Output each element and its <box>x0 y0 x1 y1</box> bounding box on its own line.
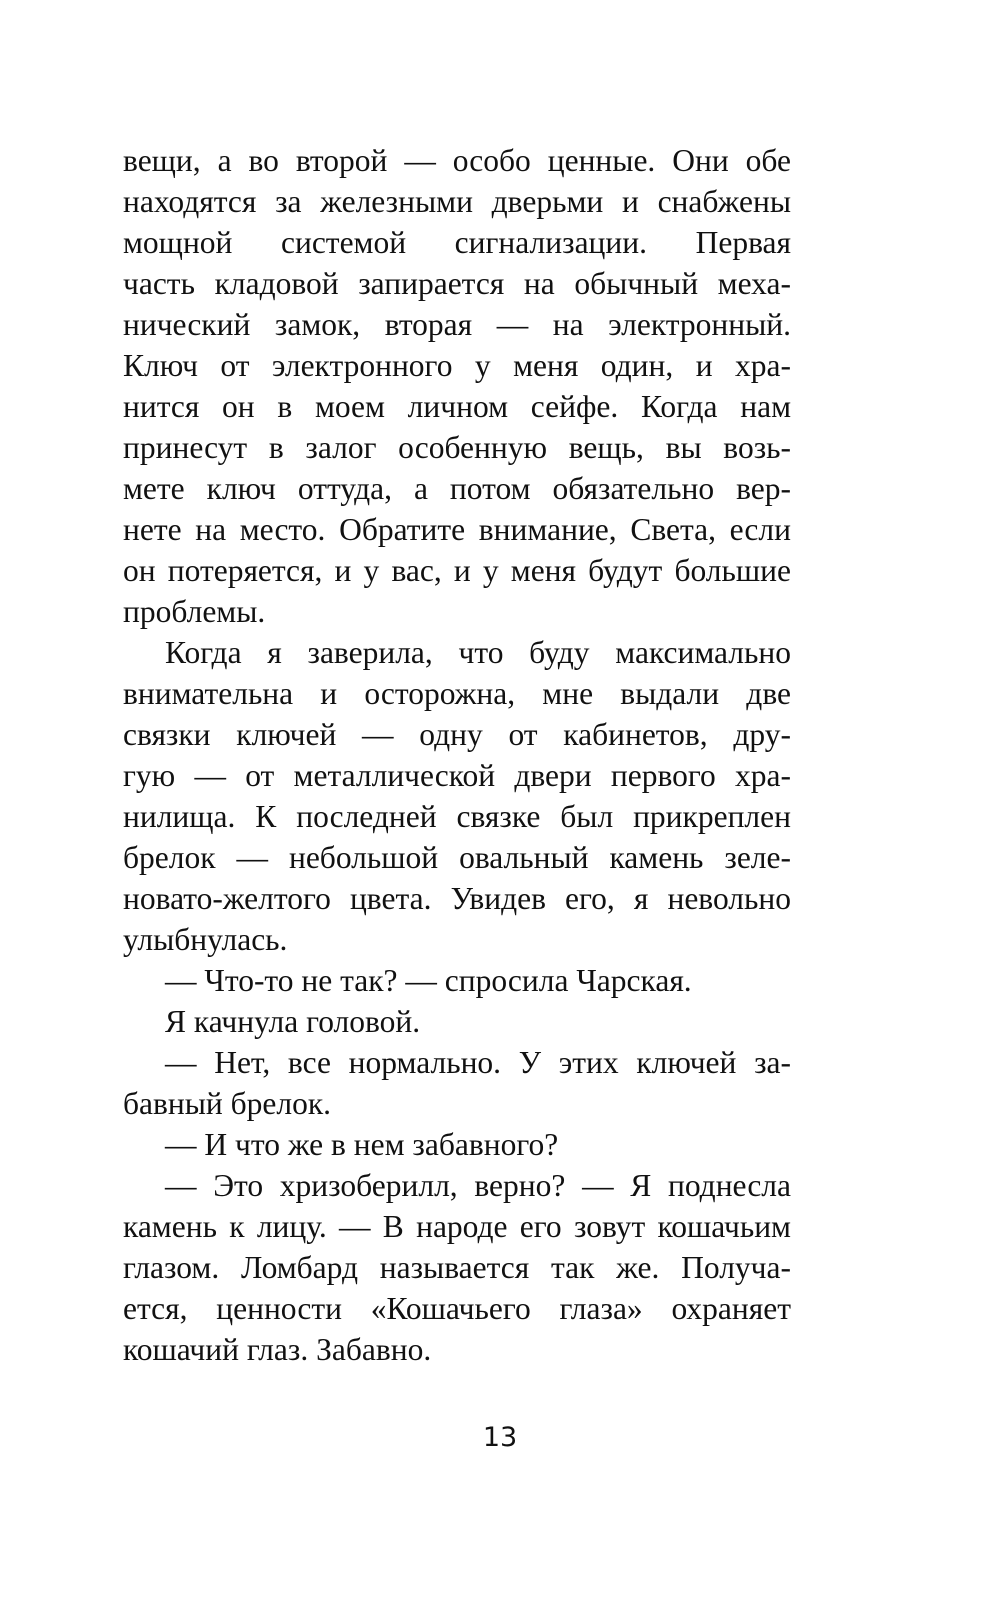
text-line: вещи, а во второй — особо ценные. Они обе <box>123 143 791 178</box>
text-line: — И что же в нем забавного? <box>165 1127 559 1162</box>
text-line: глазом. Ломбард называется так же. Получа- <box>123 1250 791 1285</box>
text-line: нический замок, вторая — на электронный. <box>123 307 791 342</box>
text-line: — Нет, все нормально. У этих ключей за- <box>165 1045 791 1080</box>
text-line: — Это хризоберилл, верно? — Я поднесла <box>165 1168 791 1203</box>
text-line: ется, ценности «Кошачьего глаза» охраняет <box>123 1291 791 1326</box>
text-line: нится он в моем личном сейфе. Когда нам <box>123 389 791 424</box>
body-text <box>123 140 791 1370</box>
text-line: внимательна и осторожна, мне выдали две <box>123 676 791 711</box>
text-line: кошачий глаз. Забавно. <box>123 1332 432 1367</box>
text-line: он потеряется, и у вас, и у меня будут большие <box>123 553 791 588</box>
text-line: нилища. К последней связке был прикреплен <box>123 799 791 834</box>
text-line: улыбнулась. <box>123 922 288 957</box>
text-line: часть кладовой запирается на обычный меха- <box>123 266 791 301</box>
text-line: мощной системой сигнализации. Первая <box>123 225 791 260</box>
text-line: брелок — небольшой овальный камень зеле- <box>123 840 791 875</box>
page-number: 13 <box>482 1422 518 1453</box>
text-line: проблемы. <box>123 594 266 629</box>
text-line: Когда я заверила, что буду максимально <box>165 635 791 670</box>
text-line: принесут в залог особенную вещь, вы возь- <box>123 430 791 465</box>
text-line: нете на место. Обратите внимание, Света, если <box>123 512 791 547</box>
text-line: — Что-то не так? — спросила Чарская. <box>165 963 692 998</box>
text-line: новато-желтого цвета. Увидев его, я невольно <box>123 881 791 916</box>
text-line: гую — от металлической двери первого хра- <box>123 758 791 793</box>
text-line: Я качнула головой. <box>165 1004 421 1039</box>
text-line: связки ключей — одну от кабинетов, дру- <box>123 717 791 752</box>
text-line: находятся за железными дверьми и снабжены <box>123 184 791 219</box>
text-line: мете ключ оттуда, а потом обязательно вер- <box>123 471 791 506</box>
text-line: Ключ от электронного у меня один, и хра- <box>123 348 791 383</box>
text-line: камень к лицу. — В народе его зовут кошачьим <box>123 1209 791 1244</box>
text-line: бавный брелок. <box>123 1086 332 1121</box>
